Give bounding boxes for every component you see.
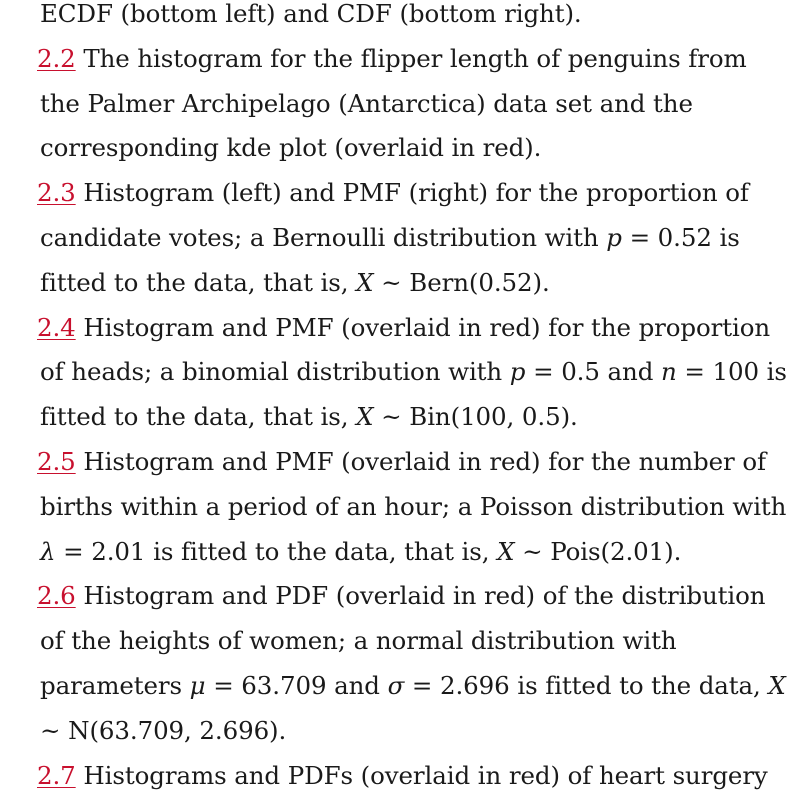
math-symbol: X (356, 402, 374, 432)
caption-text: ECDF (bottom left) and CDF (bottom right). (40, 0, 582, 28)
caption-text: = 0.5 and (525, 357, 662, 387)
figure-entry (37, 440, 792, 574)
caption-text: Histogram and PDF (overlaid in red) of the distribution of the heights of women; a normal distribution with parameters (40, 581, 766, 700)
figure-entry (37, 574, 792, 753)
caption-text: ~ Bin(100, 0.5). (373, 402, 578, 432)
figure-entry (37, 754, 792, 799)
figure-link[interactable]: 2.7 (37, 760, 76, 790)
caption-text: The histogram for the flipper length of penguins from the Palmer Archipelago (Antarctica) data set and the corresponding kde plot (overlaid in red). (40, 43, 747, 163)
figure-link[interactable]: 2.6 (37, 581, 76, 611)
caption-text: ~ Bern(0.52). (373, 267, 550, 297)
caption-text: Histogram (left) and PMF (right) for the proportion of candidate votes; a Bernoulli distribution with (40, 178, 749, 252)
caption-text: = 2.696 is fitted to the data, (404, 670, 769, 700)
math-symbol: μ (189, 670, 206, 700)
caption-text: = 100 is fitted to the data, that is, (40, 357, 787, 432)
caption-text: ~ N(63.709, 2.696). (40, 715, 287, 745)
caption-text: = 63.709 and (205, 670, 388, 700)
math-symbol: λ (40, 536, 56, 566)
figure-entry (37, 37, 792, 171)
caption-text: = 0.52 is fitted to the data, that is, (40, 222, 740, 297)
math-symbol: p (509, 357, 526, 387)
math-symbol: p (606, 222, 622, 252)
caption-text: Histograms and PDFs (overlaid in red) of heart surgery (83, 760, 768, 790)
list-of-figures (37, 0, 792, 798)
caption-text: Histogram and PMF (overlaid in red) for the number of births within a period of an hour; a Poisson distribution with (40, 446, 787, 521)
math-symbol: X (497, 536, 515, 566)
figure-link[interactable]: 2.5 (37, 446, 76, 476)
math-symbol: X (356, 267, 374, 297)
figure-entry (37, 306, 792, 440)
figure-entry (40, 0, 792, 37)
math-symbol: σ (387, 670, 405, 700)
caption-text: Histogram and PMF (overlaid in red) for the proportion of heads; a binomial distribution with (40, 312, 771, 387)
math-symbol: n (661, 357, 677, 387)
figure-entry (37, 171, 792, 305)
figure-link[interactable]: 2.2 (37, 43, 76, 73)
figure-link[interactable]: 2.4 (37, 312, 76, 342)
caption-text: = 2.01 is fitted to the data, that is, (55, 536, 498, 566)
figure-link[interactable]: 2.3 (37, 178, 76, 208)
math-symbol: X (768, 670, 786, 700)
caption-text: ~ Pois(2.01). (514, 536, 682, 566)
